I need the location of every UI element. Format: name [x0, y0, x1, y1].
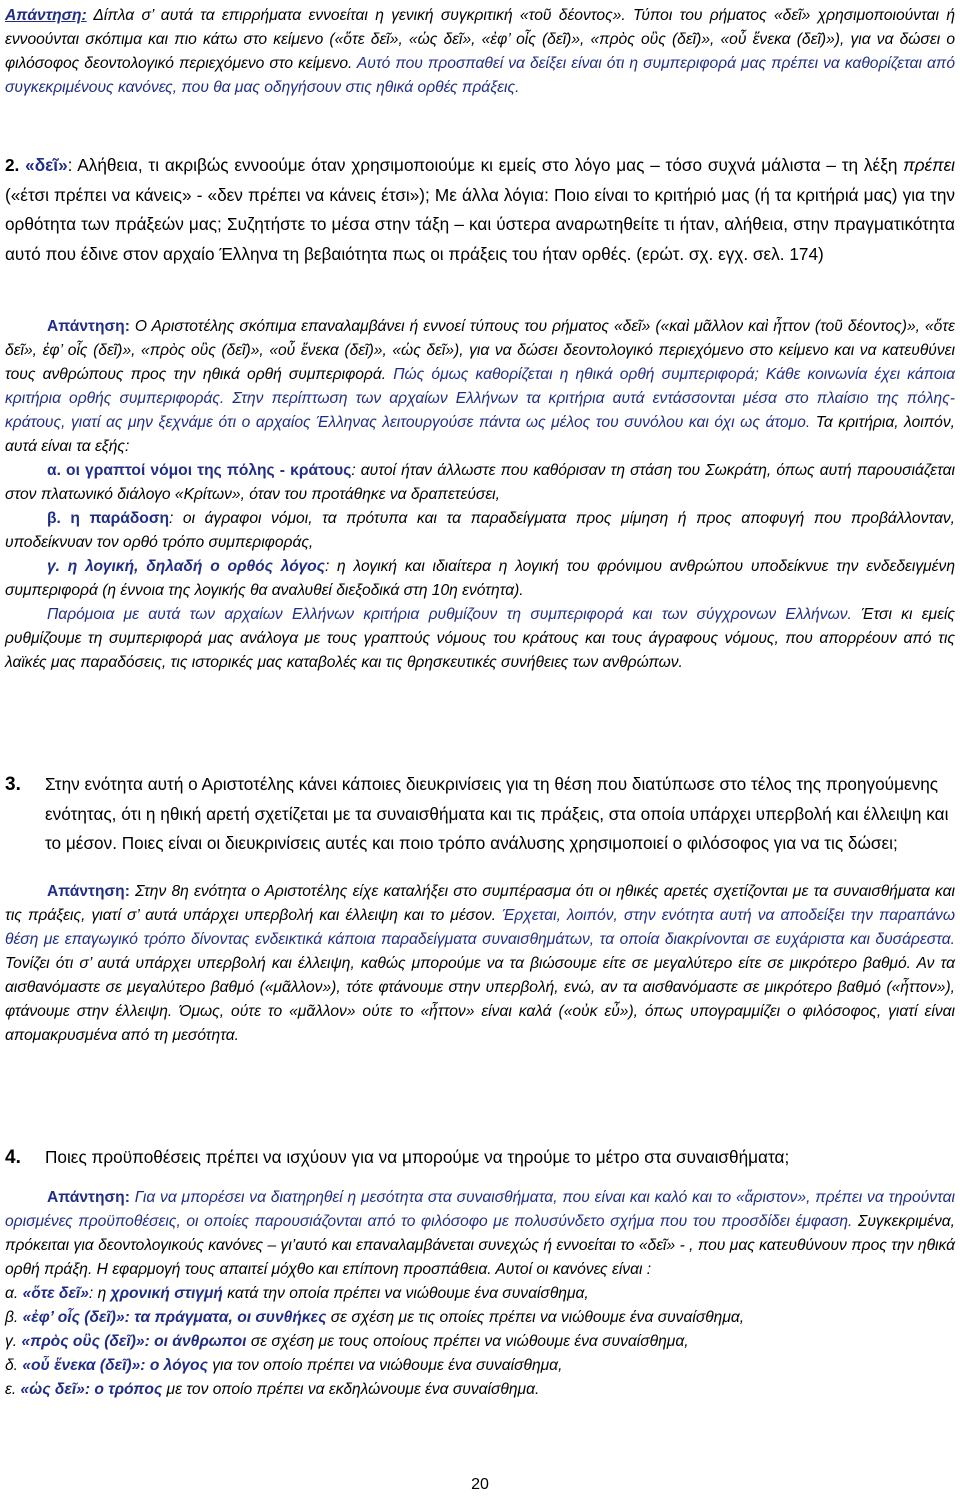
rule-item: β. «ἐφ’ οἷς (δεῖ)»: τα πράγματα, οι συνθήκες σε σχέση με τις οποίες πρέπει να νιώθουμε ένα συναίσθημα,: [5, 1309, 745, 1326]
answer-text-end: Τονίζει ότι σ’ αυτά υπάρχει υπερβολή και έλλειψη, καθώς μπορούμε να τα βιώσουμε είτε σε μεγαλύτερο είτε σε μικρότερο βαθμό. Αν τα αισθανόμαστε σε μεγαλύτερο βαθμό («μᾶλλον»), τότε φτάνουμε στην υπερβολή, ενώ, αν τα αισθανόμαστε σε μικρότερο βαθμό («ἧττον»), φτάνουμε στην έλλειψη. Όμως, ούτε το «μᾶλλον» ούτε το «ἧττον» είναι καλά («οὐκ εὖ»), όπως υπογραμμίζει ο φιλόσοφος, γιατί είναι απομακρυσμένα από τη μεσότητα.: [5, 955, 955, 1044]
criterion-c-heading: γ. η λογική, δηλαδή ο ορθός λόγος: [47, 558, 325, 575]
criterion-a-text: : αυτοί ήταν άλλωστε που καθόρισαν τη στάση του Σωκράτη, όπως αυτή παρουσιάζεται στον πλατωνικό διάλογο «Κρίτων», όταν του προτάθηκε να δραπετεύσει,: [5, 462, 955, 503]
question-text: Στην ενότητα αυτή ο Αριστοτέλης κάνει κάποιες διευκρινίσεις για τη θέση που διατύπωσε στο τέλος της προηγούμενης ενότητας, ότι η ηθική αρετή σχετίζεται με τα συναισθήματα και τις πράξεις, στα οποία υπάρχει υπερβολή και έλλειψη και το μέσον. Ποιες είναι οι διευκρινίσεις αυτές και ποιο τρόπο ανάλυσης χρησιμοποιεί ο φιλόσοφος για να τις δώσει;: [45, 774, 949, 853]
answer-label: Απάντηση:: [47, 883, 130, 900]
question-text: : Αλήθεια, τι ακριβώς εννοούμε όταν χρησιμοποιούμε κι εμείς στο λόγο μας – τόσο συχνά μάλιστα – τη λέξη: [67, 155, 904, 175]
answer-text: Δίπλα σ’ αυτά τα επιρρήματα εννοείται η γενική συγκριτική «τοῦ δέοντος». Τύποι του ρήματος «δεῖ» χρησιμοποιούνται ή εννοούνται σκόπιμα και πιο κάτω στο κείμενο («ὅτε δεῖ», «ὡς δεῖ», «ἐφ’ οἷς (δεῖ)», «πρὸς οὓς (δεῖ)», «οὗ ἕνεκα (δεῖ)»), για να δώσει ο φιλόσοφος δεοντολογικό περιεχόμενο στο κείμενο.: [5, 7, 955, 72]
answer-text: Συγκεκριμένα, πρόκειται για δεοντολογικούς κανόνες – γι’αυτό και επαναλαμβάνεται συνεχώς ή εννοείται το «δεῖ» - , που μας κατευθύνουν προς την ηθικά ορθή πράξη. Η εφαρμογή τους απαιτεί μόχθο και επίπονη προσπάθεια. Αυτοί οι κανόνες είναι :: [5, 1213, 955, 1278]
question-text: Ποιες προϋποθέσεις πρέπει να ισχύουν για να μπορούμε να τηρούμε το μέτρο στα συναισθήματα;: [45, 1147, 790, 1167]
answer-3: [5, 880, 955, 1048]
answer-label: Απάντηση:: [5, 7, 87, 24]
answer-label: Απάντηση:: [47, 318, 130, 335]
question-number: 4.: [5, 1147, 21, 1168]
question-2: [5, 151, 955, 269]
answer-text: Στην 8η ενότητα ο Αριστοτέλης είχε καταλήξει στο συμπέρασμα ότι οι ηθικές αρετές σχετίζονται με τα συναισθήματα και τις πράξεις, γιατί σ’ αυτά υπάρχει υπερβολή και έλλειψη και το μέσον.: [5, 883, 955, 924]
criterion-a-heading: α. οι γραπτοί νόμοι της πόλης - κράτους: [47, 462, 352, 479]
page-number: 20: [471, 1476, 489, 1493]
rule-item: δ. «οὗ ἕνεκα (δεῖ)»: ο λόγος για τον οποίο πρέπει να νιώθουμε ένα συναίσθημα,: [5, 1357, 563, 1374]
criterion-b-heading: β. η παράδοση: [47, 510, 170, 527]
answer-tail: Τα κριτήρια, λοιπόν, αυτά είναι τα εξής:: [5, 414, 955, 455]
answer-text-highlight: Αυτό που προσπαθεί να δείξει είναι ότι η συμπεριφορά μας πρέπει να καθορίζεται από συγκεκριμένους κανόνες, που θα μας οδηγήσουν στις ηθικά ορθές πράξεις.: [5, 55, 955, 96]
answer-2: [5, 315, 955, 675]
question-word: πρέπει: [903, 155, 956, 175]
closing-text: Έτσι κι εμείς ρυθμίζουμε τη συμπεριφορά μας ανάλογα με τους γραπτούς νόμους του κράτους και τους άγραφους νόμους, που απορρέουν από τις λαϊκές μας παραδόσεις, τις ιστορικές μας καταβολές και τις θρησκευτικές συνήθειες των ανθρώπων.: [5, 606, 955, 671]
answer-label: Απάντηση:: [47, 1189, 130, 1206]
criterion-c-text: : η λογική και ιδιαίτερα η λογική του φρόνιμου ανθρώπου υποδείκνυε την ενδεδειγμένη συμπεριφορά (η έννοια της λογικής θα αναλυθεί διεξοδικά στη 10η ενότητα).: [5, 558, 955, 599]
question-number: 3.: [5, 774, 21, 795]
question-4: [5, 1143, 955, 1172]
answer-highlight: Έρχεται, λοιπόν, στην ενότητα αυτή να αποδείξει την παραπάνω θέση με επαγωγικό τρόπο δίνοντας ενδεικτικά κάποια παραδείγματα συναισθημάτων, τα οποία διακρίνονται σε ευχάριστα και δυσάρεστα.: [5, 907, 955, 948]
rule-item: γ. «πρὸς οὓς (δεῖ)»: οι άνθρωποι σε σχέση με τους οποίους πρέπει να νιώθουμε ένα συναίσθημα,: [5, 1333, 689, 1350]
answer-highlight: Πώς όμως καθορίζεται η ηθικά ορθή συμπεριφορά; Κάθε κοινωνία έχει κάποια κριτήρια ορθής συμπεριφοράς. Στην περίπτωση των αρχαίων Ελλήνων τα κριτήρια αυτά εντάσσονται μέσα στο πλαίσιο της πόλης-κράτους, γιατί ας μην ξεχνάμε ότι ο αρχαίος Έλληνας λειτουργούσε πάντα ως μέλος του συνόλου και όχι ως άτομο.: [5, 366, 955, 431]
answer-1-paragraph: [5, 4, 955, 100]
question-term: «δεῖ»: [25, 155, 68, 175]
answer-intro: Ο Αριστοτέλης σκόπιμα επαναλαμβάνει ή εννοεί τύπους του ρήματος «δεῖ» («καὶ μᾶλλον καὶ ἧττον (τοῦ δέοντος)», «ὅτε δεῖ», ἐφ’ οἷς (δεῖ)», «πρὸς οὓς (δεῖ)», «οὗ ἕνεκα (δεῖ)», «ὡς δεῖ»), για να δώσει δεοντολογικό περιεχόμενο στο κείμενο και να κατευθύνει τους ανθρώπους προς την ηθικά ορθή συμπεριφορά.: [5, 318, 955, 383]
rule-item: α. «ὅτε δεῖ»: η χρονική στιγμή κατά την οποία πρέπει να νιώθουμε ένα συναίσθημα,: [5, 1285, 589, 1302]
question-text-cont: («έτσι πρέπει να κάνεις» - «δεν πρέπει να κάνεις έτσι»); Με άλλα λόγια: Ποιο είναι το κριτήριό μας (ή τα κριτήριά μας) για την ορθότητα των πράξεών μας; Συζητήστε το μέσα στην τάξη – και ύστερα αναρωτηθείτε τι ήταν, αλήθεια, στην πραγματικότητα αυτό που έδινε στον αρχαίο Έλληνα τη βεβαιότητα πως οι πράξεις του ήταν ορθές. (ερώτ. σχ. εγχ. σελ. 174): [5, 184, 955, 264]
criterion-b-text: : οι άγραφοι νόμοι, τα πρότυπα και τα παραδείγματα προς μίμηση ή προς αποφυγή που προβάλλονταν, υποδείκνυαν τον ορθό τρόπο συμπεριφοράς,: [5, 510, 956, 551]
rule-item: ε. «ὡς δεῖ»: ο τρόπος με τον οποίο πρέπει να εκδηλώνουμε ένα συναίσθημα.: [5, 1381, 540, 1398]
answer-4: [5, 1186, 955, 1402]
answer-highlight: Για να μπορέσει να διατηρηθεί η μεσότητα στα συναισθήματα, που είναι και καλό και το «ἄριστον», πρέπει να τηρούνται ορισμένες προϋποθέσεις, οι οποίες παρουσιάζονται από το φιλόσοφο με πολυσύνδετο σχήμα που του προσδίδει έμφαση.: [5, 1189, 955, 1230]
question-number: 2.: [5, 155, 20, 175]
question-3: [5, 770, 955, 859]
closing-highlight: Παρόμοια με αυτά των αρχαίων Ελλήνων κριτήρια ρυθμίζουν τη συμπεριφορά και των σύγχρονων Ελλήνων.: [47, 606, 852, 623]
